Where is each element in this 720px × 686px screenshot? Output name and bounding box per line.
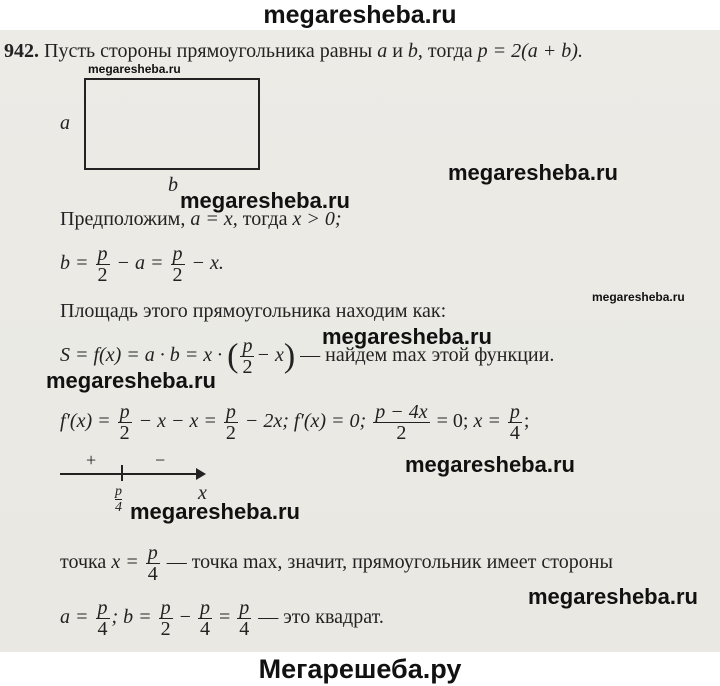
b-lhs: b = <box>60 252 89 275</box>
s-lhs: S = f(x) = a · b = x · <box>60 344 223 367</box>
watermark: megaresheba.ru <box>592 290 685 304</box>
left-paren: ( <box>227 337 239 375</box>
point-rest: — точка max, значит, прямоугольник имеет стороны <box>166 551 613 574</box>
fraction <box>171 244 185 285</box>
minus-2x: − 2x; <box>244 410 289 433</box>
fraction <box>237 598 251 639</box>
assume-then: тогда <box>242 208 288 230</box>
denominator: 2 <box>119 422 130 444</box>
tick-label <box>115 484 122 515</box>
numerator: p <box>147 542 158 564</box>
area-formula <box>60 336 554 377</box>
var-a: a <box>377 40 388 62</box>
assume-eq: a = x, <box>190 208 238 230</box>
denominator: 4 <box>115 500 122 515</box>
perimeter-formula: p = 2(a + b). <box>477 40 583 62</box>
minus: − <box>179 606 191 629</box>
find-max-text: — найдем max этой функции. <box>300 344 555 367</box>
numerator: p <box>119 401 130 423</box>
numerator: p <box>242 335 253 357</box>
denominator: 2 <box>160 618 171 640</box>
problem-number: 942. <box>4 40 39 62</box>
numerator: p − 4x <box>375 401 428 423</box>
var-b: b <box>407 40 418 62</box>
watermark: megaresheba.ru <box>130 499 300 524</box>
numerator: p <box>97 243 108 265</box>
side-b-label: b <box>168 174 178 196</box>
eq-zero: = 0; <box>436 410 469 433</box>
watermark: megaresheba.ru <box>88 62 181 76</box>
axis-x-label: x <box>198 482 207 504</box>
denominator: 4 <box>509 422 520 444</box>
intro-text: Пусть стороны прямоугольника равны <box>44 40 373 62</box>
axis-arrow-icon <box>196 468 206 480</box>
final-line <box>60 598 384 639</box>
b-eq: ; b = <box>111 606 152 629</box>
assume-line <box>60 208 342 231</box>
denominator: 2 <box>225 422 236 444</box>
denominator: 2 <box>172 264 183 286</box>
a-eq: a = <box>60 606 89 629</box>
problem-statement <box>4 40 583 63</box>
fraction <box>240 336 254 377</box>
denominator: 2 <box>242 356 253 378</box>
watermark: megaresheba.ru <box>180 188 350 213</box>
fraction <box>198 598 212 639</box>
point-text: точка <box>60 551 107 574</box>
numerator: p <box>199 597 210 619</box>
minus-x: − x <box>256 344 284 367</box>
fraction <box>118 402 132 443</box>
minus-x-minus-x: − x − x = <box>138 410 217 433</box>
denominator: 2 <box>97 264 108 286</box>
denominator: 4 <box>97 618 108 640</box>
denominator: 2 <box>373 422 429 443</box>
point-line <box>60 543 613 584</box>
fraction <box>96 244 110 285</box>
sign-plus: + <box>86 450 97 470</box>
fraction <box>159 598 173 639</box>
header-site[interactable]: megaresheba.ru <box>0 0 720 30</box>
watermark: megaresheba.ru <box>448 160 618 185</box>
minus-x: − x. <box>191 252 224 275</box>
derivative-line <box>60 402 529 443</box>
watermark: megaresheba.ru <box>528 584 698 609</box>
assume-text: Предположим, <box>60 208 186 230</box>
b-formula <box>60 244 224 285</box>
minus-a: − a = <box>116 252 164 275</box>
critical-point-tick <box>121 465 123 481</box>
denominator: 4 <box>239 618 250 640</box>
numerator: p <box>225 401 236 423</box>
fraction <box>373 402 429 443</box>
numerator: p <box>172 243 183 265</box>
and-text: и <box>392 40 403 62</box>
rectangle-figure <box>84 78 260 170</box>
x-eq: x = <box>473 410 501 433</box>
watermark: megaresheba.ru <box>322 324 492 349</box>
watermark: megaresheba.ru <box>405 452 575 477</box>
semicolon: ; <box>523 410 530 433</box>
numerator: p <box>509 401 520 423</box>
assume-cond: x > 0; <box>292 208 342 230</box>
numerator: p <box>239 597 250 619</box>
denominator: 4 <box>147 563 158 585</box>
footer-site[interactable]: Мегарешеба.ру <box>0 652 720 686</box>
numerator: p <box>97 597 108 619</box>
watermark: megaresheba.ru <box>46 368 216 393</box>
numerator: p <box>115 484 122 499</box>
fraction <box>146 543 160 584</box>
right-paren: ) <box>283 337 296 375</box>
x-eq: x = <box>111 551 139 574</box>
number-axis <box>60 473 200 475</box>
then-text: , тогда <box>417 40 473 62</box>
fraction <box>224 402 238 443</box>
fraction <box>96 598 110 639</box>
equals: = <box>218 606 231 629</box>
fprime: f′(x) = <box>60 410 111 433</box>
side-a-label: a <box>60 112 70 134</box>
numerator: p <box>160 597 171 619</box>
fprime-zero: f′(x) = 0; <box>293 410 367 433</box>
square-text: — это квадрат. <box>258 606 384 629</box>
sign-minus: − <box>155 450 166 470</box>
denominator: 4 <box>199 618 210 640</box>
fraction <box>508 402 522 443</box>
area-text: Площадь этого прямоугольника находим как: <box>60 300 447 322</box>
